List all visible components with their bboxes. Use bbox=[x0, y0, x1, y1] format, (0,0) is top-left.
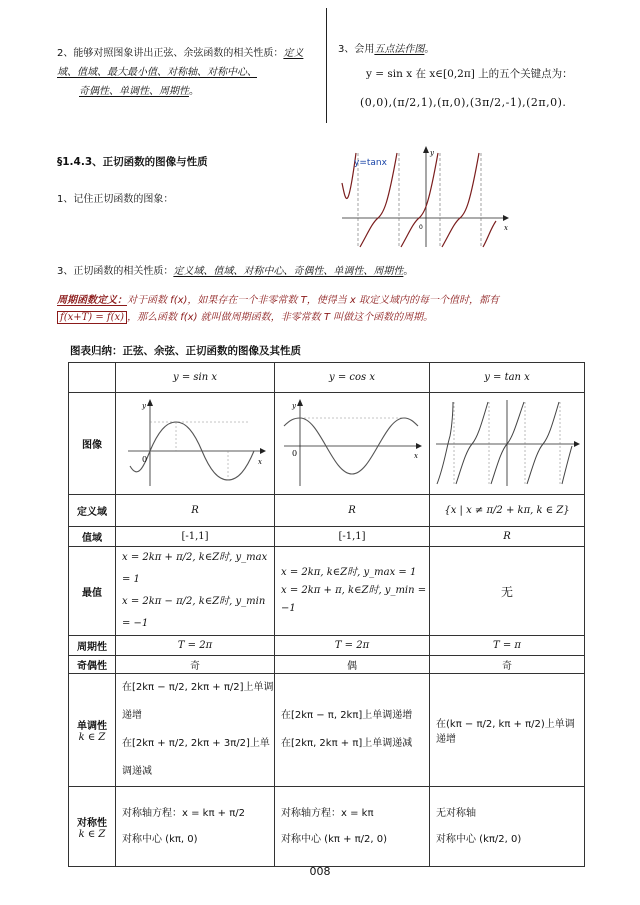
mono-sin-dec: 在[2kπ + π/2, 2kπ + 3π/2]上单调递减 bbox=[122, 738, 270, 777]
sym-sin-center: 对称中心 (kπ, 0) bbox=[122, 833, 198, 845]
column-divider bbox=[326, 8, 327, 123]
tan-graph-cell bbox=[430, 393, 585, 495]
trig-properties-table bbox=[68, 362, 585, 867]
cos-graph-cell bbox=[275, 393, 430, 495]
period-cos: T = 2π bbox=[275, 636, 430, 656]
row-label-graph: 图像 bbox=[69, 393, 116, 495]
svg-text:x: x bbox=[504, 224, 508, 232]
period-tan: T = π bbox=[430, 636, 585, 656]
table-row-parity bbox=[69, 656, 585, 674]
sym-cos bbox=[275, 787, 430, 867]
domain-tan: {x | x ≠ π/2 + kπ, k ∈ Z} bbox=[430, 495, 585, 527]
extrema-sin bbox=[116, 547, 275, 636]
svg-text:0: 0 bbox=[292, 449, 298, 458]
x-axis-arrow bbox=[503, 215, 509, 221]
row-label-domain: 定义域 bbox=[69, 495, 116, 527]
monotonic-sub: k ∈ Z bbox=[78, 732, 106, 743]
table-caption: 图表归纳：正弦、余弦、正切函数的图像及其性质 bbox=[70, 345, 301, 357]
key-points: (0,0),(π/2,1),(π,0),(3π/2,-1),(2π,0). bbox=[360, 96, 567, 109]
extrema-tan: 无 bbox=[430, 547, 585, 636]
objective-2 bbox=[57, 44, 319, 101]
objective-2-text: 2、能够对照图象讲出正弦、余弦函数的相关性质： bbox=[57, 48, 284, 59]
page-number: 008 bbox=[309, 865, 331, 878]
header-tan: y = tan x bbox=[430, 363, 585, 393]
tan-graph bbox=[432, 396, 582, 488]
sin-graph bbox=[120, 396, 270, 488]
row-label-range: 值域 bbox=[69, 527, 116, 547]
section-title: §1.4.3、正切函数的图像与性质 bbox=[57, 156, 208, 168]
row-label-monotonic bbox=[69, 674, 116, 787]
mono-sin bbox=[116, 674, 275, 787]
table-row-extrema bbox=[69, 547, 585, 636]
extrema-cos-min: x = 2kπ + π, k∈Z时, y_min = −1 bbox=[281, 585, 427, 614]
objective-2-props-1: 定义域、值域、最大最小值、对称轴、对称中心、 bbox=[57, 48, 304, 78]
monotonic-label: 单调性 bbox=[77, 721, 107, 732]
objective-3 bbox=[338, 40, 434, 55]
svg-text:0: 0 bbox=[419, 224, 423, 231]
table-row-monotonic bbox=[69, 674, 585, 787]
sym-tan bbox=[430, 787, 585, 867]
svg-text:y: y bbox=[142, 402, 146, 410]
objective-2-end: 。 bbox=[189, 86, 199, 97]
range-sin: [-1,1] bbox=[116, 527, 275, 547]
symmetry-sub: k ∈ Z bbox=[78, 828, 106, 840]
sym-tan-center: 对称中心 (kπ/2, 0) bbox=[436, 833, 522, 845]
mono-tan: 在(kπ − π/2, kπ + π/2)上单调递增 bbox=[430, 674, 585, 787]
svg-text:0: 0 bbox=[142, 455, 148, 464]
range-cos: [-1,1] bbox=[275, 527, 430, 547]
periodic-line-1: 对于函数 f(x)，如果存在一个非零常数 T，使得当 x 取定义域内的每一个值时，都有 bbox=[127, 295, 499, 306]
mono-cos-inc: 在[2kπ − π, 2kπ]上单调递增 bbox=[281, 710, 413, 721]
mono-cos bbox=[275, 674, 430, 787]
range-tan: R bbox=[430, 527, 585, 547]
periodic-term: 周期函数定义： bbox=[57, 295, 127, 306]
sin-graph-cell bbox=[116, 393, 275, 495]
row-label-extrema: 最值 bbox=[69, 547, 116, 636]
svg-text:y: y bbox=[430, 149, 434, 157]
graph-label: y=tanx bbox=[354, 158, 387, 168]
svg-text:x: x bbox=[258, 458, 262, 466]
periodic-definition bbox=[57, 292, 597, 326]
period-sin: T = 2π bbox=[116, 636, 275, 656]
table-row-graph bbox=[69, 393, 585, 495]
extrema-sin-min: x = 2kπ − π/2, k∈Z时, y_min = −1 bbox=[122, 596, 266, 629]
mono-sin-inc: 在[2kπ − π/2, 2kπ + π/2]上单调递增 bbox=[122, 682, 274, 721]
sym-sin bbox=[116, 787, 275, 867]
sym-tan-axis: 无对称轴 bbox=[436, 807, 476, 819]
objective-3-method: 五点法作图 bbox=[374, 44, 425, 55]
section-item-1: 1、记住正切函数的图象： bbox=[57, 194, 174, 205]
row-label-period: 周期性 bbox=[69, 636, 116, 656]
extrema-cos bbox=[275, 547, 430, 636]
row-label-symmetry bbox=[69, 787, 116, 867]
header-cos: y = cos x bbox=[275, 363, 430, 393]
key-points-sentence: y = sin x 在 x∈[0,2π] 上的五个关键点为： bbox=[366, 68, 573, 80]
periodic-formula: f(x+T) = f(x) bbox=[57, 311, 127, 324]
mono-cos-dec: 在[2kπ, 2kπ + π]上单调递减 bbox=[281, 738, 413, 749]
periodic-line-2: ，那么函数 f(x) 就叫做周期函数，非零常数 T 叫做这个函数的周期。 bbox=[127, 312, 434, 323]
cos-graph bbox=[278, 396, 426, 488]
svg-text:y: y bbox=[292, 402, 296, 410]
section-item-3-text: 3、正切函数的相关性质： bbox=[57, 266, 174, 277]
section-item-3-end: 。 bbox=[403, 266, 414, 277]
sym-cos-center: 对称中心 (kπ + π/2, 0) bbox=[281, 833, 388, 845]
extrema-cos-max: x = 2kπ, k∈Z时, y_max = 1 bbox=[281, 567, 417, 578]
section-item-3 bbox=[57, 262, 413, 277]
objective-3-end: 。 bbox=[424, 44, 435, 55]
sym-sin-axis: 对称轴方程：x = kπ + π/2 bbox=[122, 807, 245, 819]
objective-3-text: 3、会用 bbox=[338, 44, 375, 55]
domain-cos: R bbox=[275, 495, 430, 527]
table-header-row bbox=[69, 363, 585, 393]
symmetry-label: 对称性 bbox=[77, 817, 107, 829]
y-axis-arrow bbox=[423, 146, 429, 153]
header-empty bbox=[69, 363, 116, 393]
row-label-parity: 奇偶性 bbox=[69, 656, 116, 674]
sym-cos-axis: 对称轴方程：x = kπ bbox=[281, 807, 374, 819]
domain-sin: R bbox=[116, 495, 275, 527]
section-item-3-props: 定义域、值域、对称中心、奇偶性、单调性、周期性 bbox=[173, 266, 404, 277]
tangent-graph bbox=[338, 143, 518, 251]
table-row-range bbox=[69, 527, 585, 547]
table-row-period bbox=[69, 636, 585, 656]
table-row-symmetry bbox=[69, 787, 585, 867]
parity-sin: 奇 bbox=[116, 656, 275, 674]
svg-text:x: x bbox=[414, 452, 418, 460]
parity-cos: 偶 bbox=[275, 656, 430, 674]
parity-tan: 奇 bbox=[430, 656, 585, 674]
objective-2-props-2: 奇偶性、单调性、周期性 bbox=[79, 86, 189, 97]
table-row-domain bbox=[69, 495, 585, 527]
extrema-sin-max: x = 2kπ + π/2, k∈Z时, y_max = 1 bbox=[122, 552, 268, 585]
header-sin: y = sin x bbox=[116, 363, 275, 393]
